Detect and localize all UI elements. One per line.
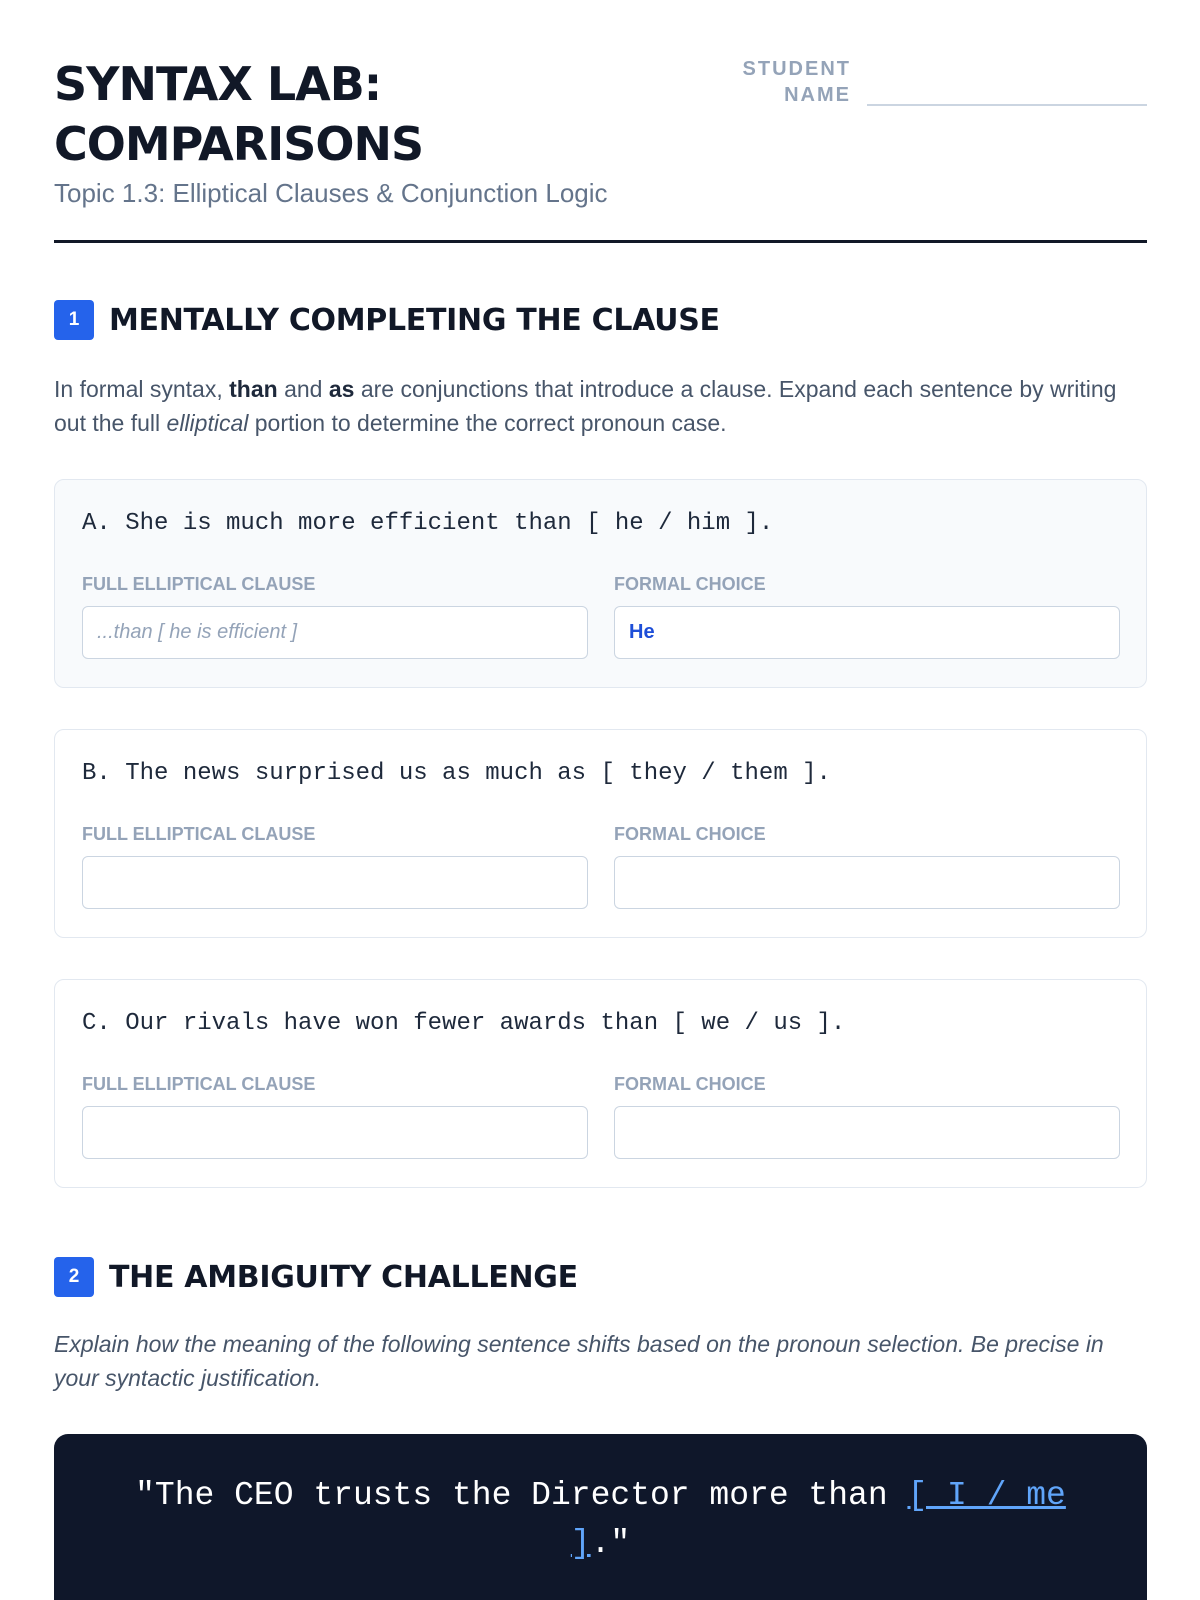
clause-field-label: FULL ELLIPTICAL CLAUSE	[82, 824, 316, 844]
section-2-title: THE AMBIGUITY CHALLENGE	[109, 1259, 578, 1295]
intro-emphasis: elliptical	[166, 410, 249, 436]
pronoun-choice-link[interactable]: [ I / me ]	[570, 1477, 1066, 1562]
clause-field-label: FULL ELLIPTICAL CLAUSE	[82, 1074, 316, 1094]
choice-field-label: FORMAL CHOICE	[614, 824, 766, 844]
page-subtitle: Topic 1.3: Elliptical Clauses & Conjunction Logic	[54, 178, 608, 208]
section-1-title: MENTALLY COMPLETING THE CLAUSE	[109, 302, 720, 338]
intro-keyword-than: than	[229, 376, 278, 402]
exercise-sentence: B. The news surprised us as much as [ they / them ].	[82, 760, 831, 787]
choice-field-label: FORMAL CHOICE	[614, 1074, 766, 1094]
choice-field-label: FORMAL CHOICE	[614, 574, 766, 594]
section-1-intro	[54, 372, 1147, 440]
clause-field-label: FULL ELLIPTICAL CLAUSE	[82, 574, 316, 594]
intro-text-4: portion to determine the correct pronoun case.	[248, 410, 727, 436]
student-name-label	[736, 56, 851, 108]
clause-input[interactable]	[82, 606, 588, 659]
ambiguity-sentence	[114, 1472, 1087, 1568]
student-label-line-2: NAME	[784, 84, 851, 106]
exercise-card-a	[54, 479, 1147, 688]
clause-placeholder: ...than [ he is efficient ]	[97, 621, 298, 643]
choice-input[interactable]	[614, 856, 1120, 909]
choice-input[interactable]	[614, 606, 1120, 659]
section-2-heading	[54, 1257, 578, 1297]
exercise-card-b	[54, 729, 1147, 938]
student-name-field[interactable]	[867, 54, 1147, 106]
exercise-sentence: C. Our rivals have won fewer awards than [ we / us ].	[82, 1010, 846, 1037]
section-1-heading	[54, 300, 720, 340]
title-line-1: SYNTAX LAB:	[54, 57, 382, 111]
section-1-badge: 1	[54, 300, 94, 340]
choice-value: He	[629, 621, 655, 643]
page-title	[54, 54, 423, 174]
title-line-2: COMPARISONS	[54, 117, 424, 171]
clause-input[interactable]	[82, 856, 588, 909]
section-2-badge: 2	[54, 1257, 94, 1297]
exercise-sentence: A. She is much more efficient than [ he / him ].	[82, 510, 774, 537]
section-2-instructions: Explain how the meaning of the following sentence shifts based on the pronoun selection. Be precise in your syntactic justification.	[54, 1331, 1104, 1391]
student-label-line-1: STUDENT	[742, 58, 851, 80]
choice-input[interactable]	[614, 1106, 1120, 1159]
worksheet-header	[54, 0, 1147, 243]
intro-keyword-as: as	[328, 376, 355, 402]
intro-text-2: and	[277, 376, 329, 402]
student-name-block	[736, 54, 1147, 108]
exercise-card-c	[54, 979, 1147, 1188]
clause-input[interactable]	[82, 1106, 588, 1159]
worksheet-page	[54, 0, 1147, 1562]
quote-before: "The CEO trusts the Director more than	[135, 1477, 908, 1514]
quote-after: ."	[590, 1525, 631, 1562]
intro-text-3: are conjunctions that introduce a clause. Expand each sentence by writing out the full	[54, 376, 1117, 436]
intro-text-1: In formal syntax,	[54, 376, 230, 402]
ambiguity-sentence-panel	[54, 1434, 1147, 1600]
